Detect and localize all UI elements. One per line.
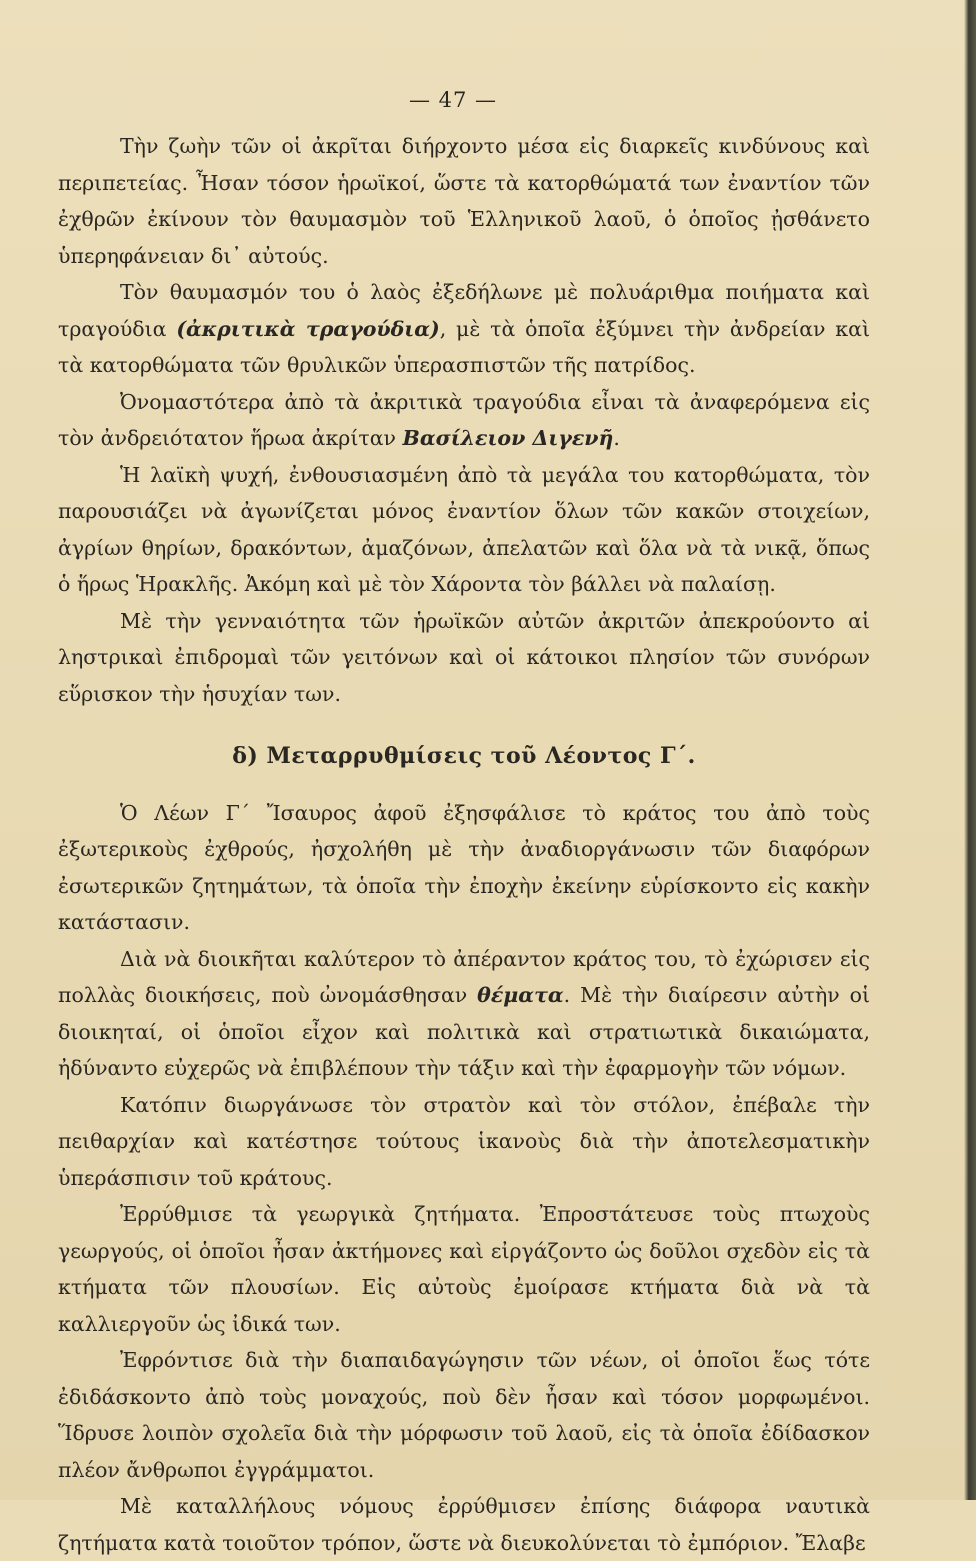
paragraph-text: , μὲ τὰ ὁποῖα ἐξύμνει τὴν ἀνδρείαν καὶ τὰ κατορθώματα τῶν θρυλικῶν ὑπερασπιστῶν τῆς πατρίδος. (58, 316, 870, 377)
body-text (58, 128, 870, 1561)
paragraph: Τὴν ζωὴν τῶν οἱ ἀκρῖται διήρχοντο μέσα εἰς διαρκεῖς κινδύνους καὶ περιπετείας. Ἦσαν τόσον ἡρωϊκοί, ὥστε τὰ κατορθώματά των ἐναντίον τῶν ἐχθρῶν ἐκίνουν τὸν θαυμασμὸν τοῦ Ἑλληνικοῦ λαοῦ, ὁ ὁποῖος ᾐσθάνετο ὑπερηφάνειαν δι᾽ αὐτούς. (58, 134, 870, 268)
italic-term: (ἀκριτικὰ τραγούδια) (176, 316, 440, 341)
paragraph-text: . Μὲ τὴν διαίρεσιν αὐτὴν οἱ διοικηταί, οἱ ὁποῖοι εἶχον καὶ πολιτικὰ καὶ στρατιωτικὰ δικαιώματα, ἠδύναντο εὐχερῶς νὰ ἐπιβλέπουν τὴν τάξιν καὶ τὴν ἐφαρμογὴν τῶν νόμων. (58, 983, 871, 1080)
italic-term: θέματα (477, 983, 564, 1007)
page-number: — 47 — (408, 88, 498, 112)
paragraph (58, 384, 870, 457)
paragraph: Ἐφρόντισε διὰ τὴν διαπαιδαγώγησιν τῶν νέων, οἱ ὁποῖοι ἕως τότε ἐδιδάσκοντο ἀπὸ τοὺς μοναχούς, ποὺ δὲν ἦσαν καὶ τόσον μορφωμένοι. Ἵδρυσε λοιπὸν σχολεῖα διὰ τὴν μόρφωσιν τοῦ λαοῦ, εἰς τὰ ὁποῖα ἐδίδασκον πλέον ἄνθρωποι ἐγγράμματοι. (58, 1348, 870, 1482)
paragraph (58, 941, 870, 1087)
paragraph (58, 274, 870, 384)
paragraph-text: Τὸν θαυμασμόν του ὁ λαὸς ἐξεδήλωνε μὲ πολυάριθμα ποιήματα καὶ τραγούδια (58, 280, 870, 341)
paragraph-text: Ὀνομαστότερα ἀπὸ τὰ ἀκριτικὰ τραγούδια εἶναι τὰ ἀναφερόμενα εἰς τὸν ἀνδρειότατον ἥρωα ἀκρίταν (58, 389, 870, 450)
paragraph-text: . (613, 426, 620, 450)
page-edge-shadow (964, 0, 976, 1500)
paragraph: Κατόπιν διωργάνωσε τὸν στρατὸν καὶ τὸν στόλον, ἐπέβαλε τὴν πειθαρχίαν καὶ κατέστησε τούτους ἱκανοὺς διὰ τὴν ἀποτελεσματικὴν ὑπεράσπισιν τοῦ κράτους. (58, 1092, 870, 1190)
paragraph: Ἐρρύθμισε τὰ γεωργικὰ ζητήματα. Ἐπροστάτευσε τοὺς πτωχοὺς γεωργούς, οἱ ὁποῖοι ἦσαν ἀκτήμονες καὶ εἰργάζοντο ὡς δοῦλοι σχεδὸν εἰς τὰ κτήματα τῶν πλουσίων. Εἰς αὐτοὺς ἐμοίρασε κτήματα διὰ νὰ τὰ καλλιεργοῦν ὡς ἰδικά των. (58, 1202, 870, 1336)
italic-name: Βασίλειον Διγενῆ (402, 426, 614, 450)
paragraph: Μὲ καταλλήλους νόμους ἐρρύθμισεν ἐπίσης διάφορα ναυτικὰ ζητήματα κατὰ τοιοῦτον τρόπον, ὥστε νὰ διευκολύνεται τὸ ἐμπόριον. Ἔλαβε (58, 1494, 870, 1555)
paragraph: Ἡ λαϊκὴ ψυχή, ἐνθουσιασμένη ἀπὸ τὰ μεγάλα του κατορθώματα, τὸν παρουσιάζει νὰ ἀγωνίζεται μόνος ἐναντίον ὅλων τῶν κακῶν στοιχείων, ἀγρίων θηρίων, δρακόντων, ἀμαζόνων, ἀπελατῶν καὶ ὅλα νὰ τὰ νικᾷ, ὅπως ὁ ἥρως Ἡρακλῆς. Ἀκόμη καὶ μὲ τὸν Χάροντα τὸν βάλλει νὰ παλαίσῃ. (58, 462, 870, 596)
paragraph: Μὲ τὴν γενναιότητα τῶν ἡρωϊκῶν αὐτῶν ἀκριτῶν ἀπεκρούοντο αἱ ληστρικαὶ ἐπιδρομαὶ τῶν γειτόνων καὶ οἱ κάτοικοι πλησίον τῶν συνόρων εὕρισκον τὴν ἡσυχίαν των. (58, 608, 870, 706)
section-heading: δ) Μεταρρυθμίσεις τοῦ Λέοντος Γ΄. (232, 743, 696, 769)
paragraph: Ὁ Λέων Γ΄ Ἴσαυρος ἀφοῦ ἐξησφάλισε τὸ κράτος του ἀπὸ τοὺς ἐξωτερικοὺς ἐχθρούς, ἠσχολήθη μὲ τὴν ἀναδιοργάνωσιν τῶν διαφόρων ἐσωτερικῶν ζητημάτων, τὰ ὁποῖα τὴν ἐποχὴν ἐκείνην εὑρίσκοντο εἰς κακὴν κατάστασιν. (58, 800, 870, 934)
paragraph-text: Διὰ νὰ διοικῆται καλύτερον τὸ ἀπέραντον κράτος του, τὸ ἐχώρισεν εἰς πολλὰς διοικήσεις, ποὺ ὠνομάσθησαν (58, 946, 870, 1007)
